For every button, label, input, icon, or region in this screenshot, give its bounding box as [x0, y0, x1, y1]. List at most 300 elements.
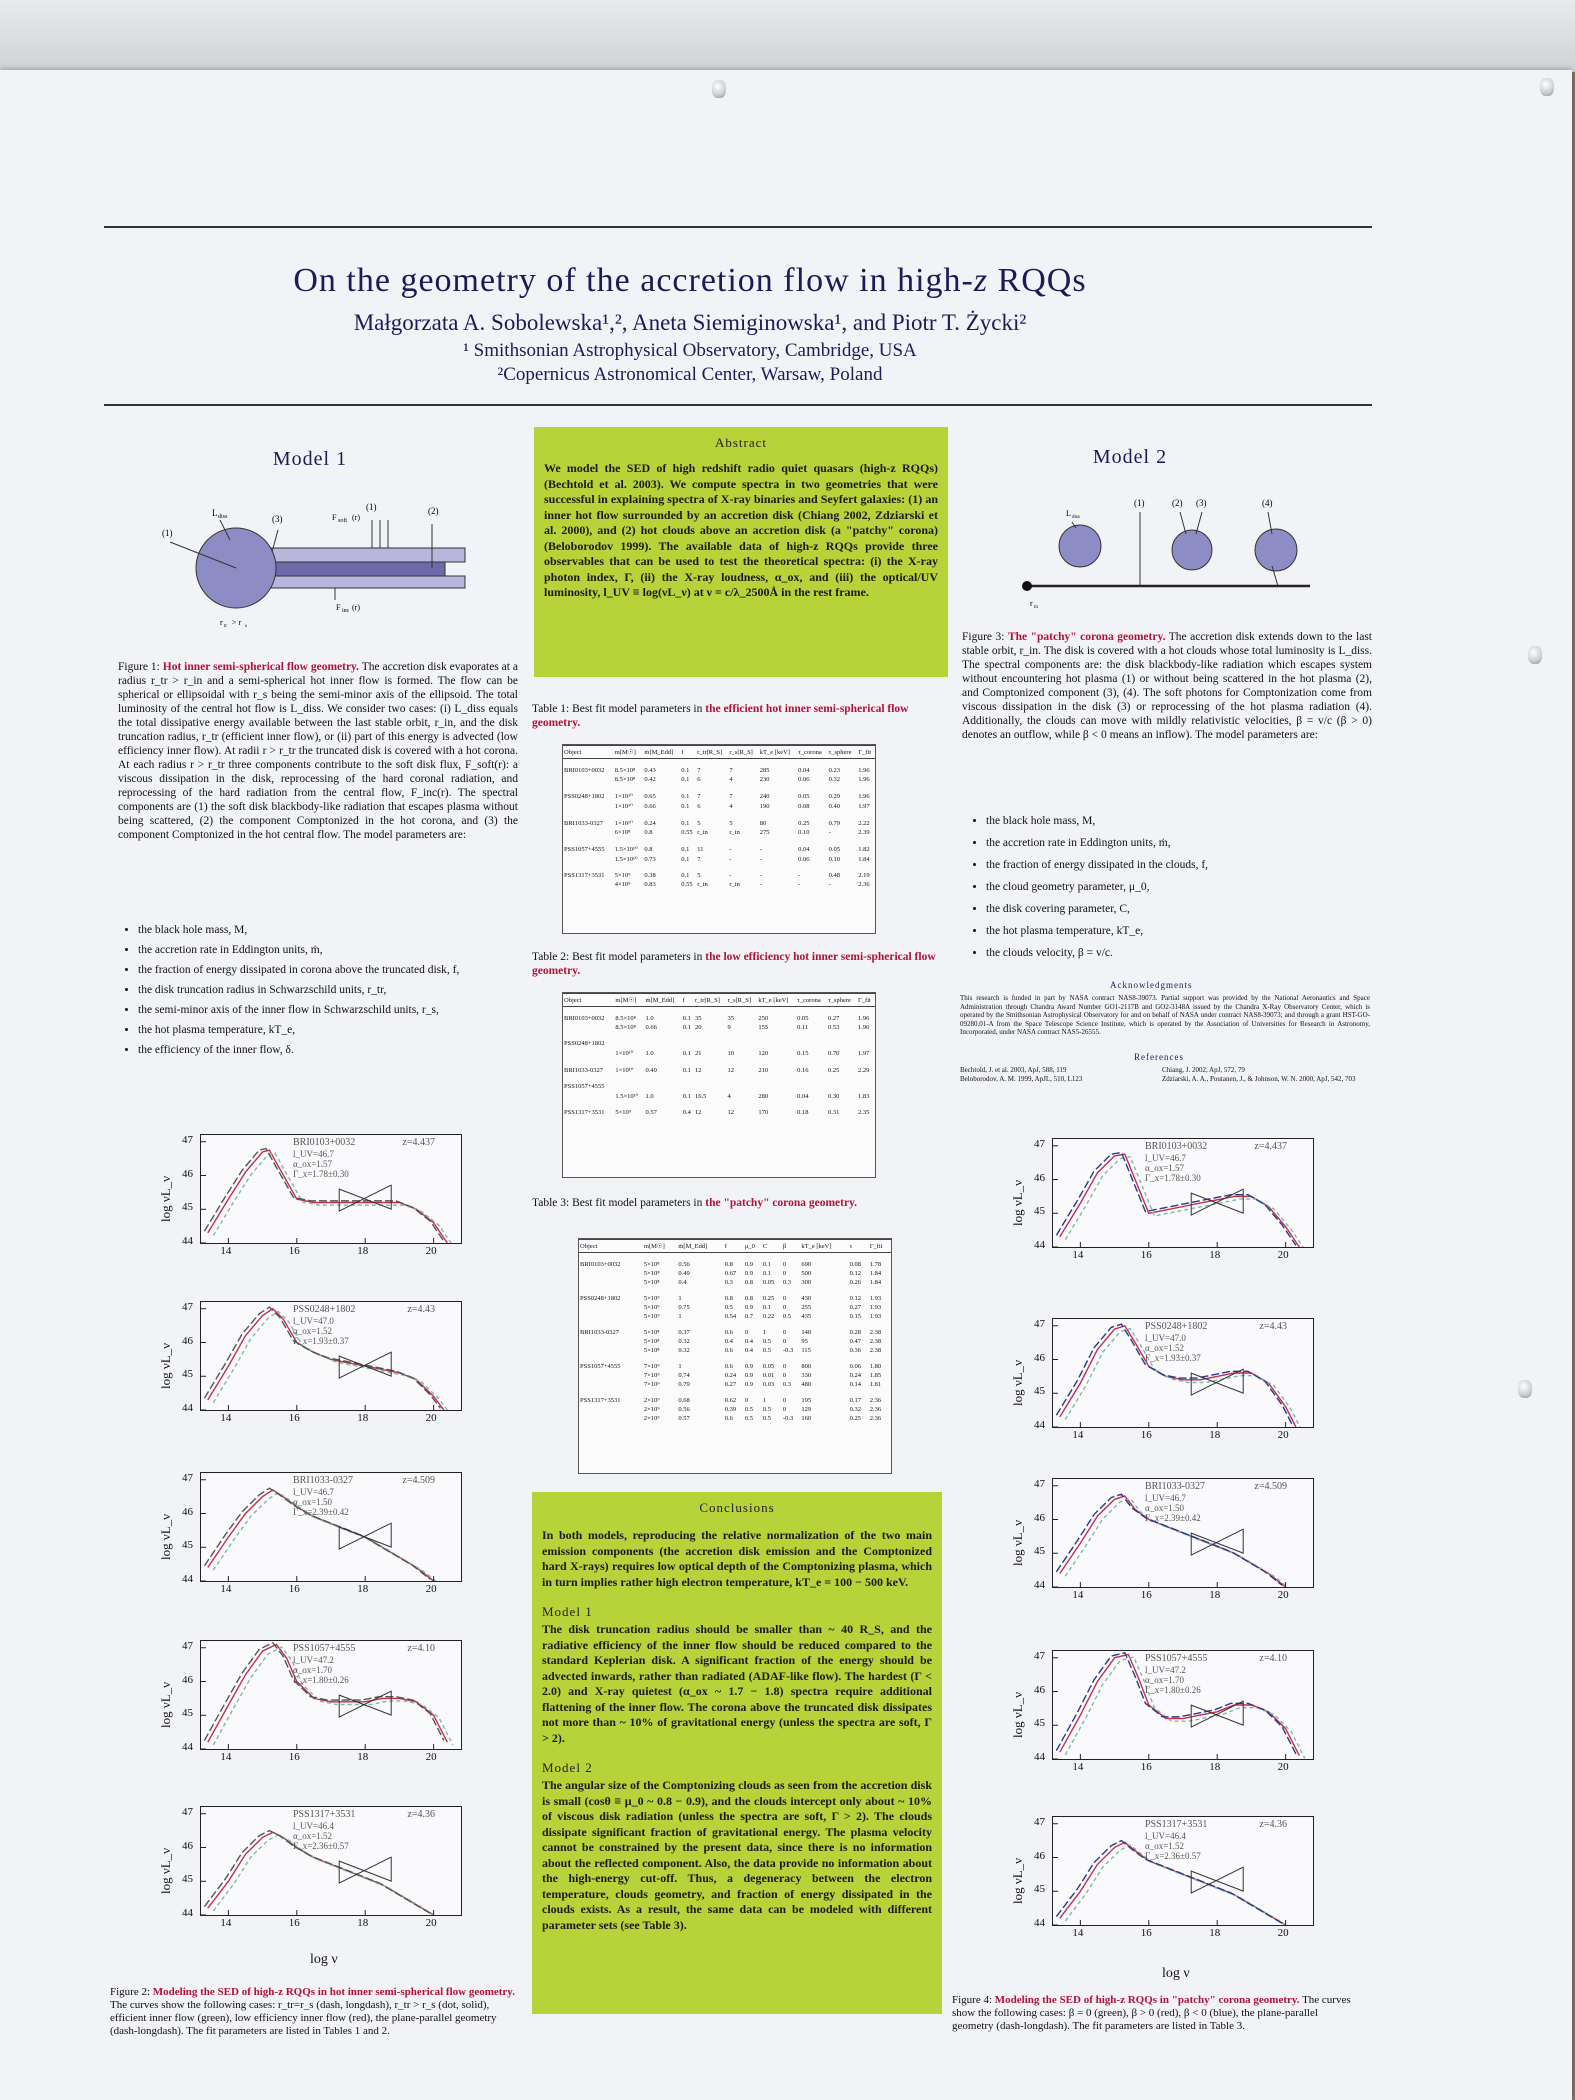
table-cell: 0.4 [682, 1109, 691, 1116]
table-cell: 1 [678, 1363, 682, 1370]
table-cell [857, 1032, 875, 1048]
sed-plot-fig2-0 [200, 1134, 462, 1244]
table-cell: 1.97 [858, 1049, 870, 1057]
table-header-cell: Object [579, 1240, 643, 1253]
figure1-caption: Figure 1: Hot inner semi-spherical flow geometry. The accretion disk evaporates at a radius r_tr > r_in and a semi-spherical hot inner flow is formed. The flow can be spherical or ellipsoidal with r_s being the semi-minor axis of the ellipsoid. The total luminosity of the central hot flow is L_diss. We consider two cases: (i) L_diss equals the total dissipative energy available between the last stable orbit, r_in, and the disk truncation radius, r_tr (efficient inner flow), or (ii) part of this energy is advected (low efficiency inner flow). At radii r > r_tr the truncated disk is covered with a hot corona. At each radius r > r_tr three components contribute to the soft disk flux, F_soft(r): a viscous dissipation in the disk, reprocessing of the hard coronal radiation, and reprocessing of the hard radiation from the central flow, F_inc(r). The spectral components are (1) the soft disk blackbody-like radiation that escapes plasma without being scattered, (2) the component Comptonized in the hot corona, and (3) the component Comptonized in the hot central flow. The model parameters are: [118, 661, 518, 841]
x-tick-label: 14 [220, 1917, 232, 1929]
table-cell [827, 1032, 857, 1048]
table-cell [579, 1414, 643, 1423]
table-cell: 0.8 [744, 1279, 753, 1286]
table-cell: 0.5 [744, 1415, 753, 1422]
list-item: • the hot plasma temperature, kT_e, [138, 1020, 538, 1040]
table-cell [563, 854, 614, 864]
table-cell: 0.67 [724, 1270, 737, 1277]
table-header-cell: Object [563, 746, 614, 759]
table-cell: 0.5 [762, 1338, 771, 1345]
sed-plot-fig2-3 [200, 1640, 462, 1750]
table-cell: 0 [782, 1397, 787, 1404]
table-cell [614, 1032, 644, 1048]
x-tick-label: 20 [425, 1245, 437, 1257]
table-cell: 0 [782, 1295, 787, 1302]
y-tick-label: 44 [1034, 1579, 1045, 1591]
table-cell: 0.48 [828, 872, 841, 879]
y-tick-label: 44 [182, 1235, 193, 1247]
reference-item: Chiang, J. 2002, ApJ, 572, 79 [1162, 1066, 1245, 1074]
table-cell: - [729, 855, 732, 863]
table-cell: 120 [758, 1049, 769, 1057]
xray-bowtie [1191, 1701, 1243, 1727]
y-axis-label: log νL_ν [158, 1513, 173, 1560]
table-row [579, 1337, 891, 1346]
table-header-cell: ṁ[M_Edd] [643, 746, 680, 759]
list-item: • the accretion rate in Eddington units, ṁ, [138, 940, 538, 960]
plot-fit-param: α_ox=1.57 [293, 1159, 333, 1169]
table-cell: PSS1317+3531 [564, 872, 605, 879]
plot-redshift: z=4.36 [407, 1809, 435, 1820]
conclusions-model2-text: The angular size of the Comptonizing clouds as seen from the accretion disk is small (cosθ ≡ μ_0 ~ 0.8 − 0.9), and the clouds intercept only about ~ 10% of viscous disk radiation (unless the spectra are soft, Γ > 2). The clouds dissipate significant fraction of gravitational energy. The plasma velocity cannot be constrained by the present data, since there is no information about the reflected component. Also, the data provide no information about the high-energy cut-off. Thus, a degeneracy between the electron temperature, clouds geometry, and fraction of energy dissipated in the clouds exists. As a result, the same data can be modeled with different parameter sets (see Table 3). [542, 1778, 932, 1932]
plot-redshift: z=4.437 [1254, 1141, 1287, 1152]
table-cell: 5 [729, 819, 733, 827]
plot-redshift: z=4.36 [1259, 1819, 1287, 1830]
table-cell: 0.40 [828, 802, 841, 810]
abstract-box [534, 427, 948, 677]
table-cell: 1.97 [858, 802, 870, 810]
references-heading: References [1134, 1052, 1184, 1062]
conclusions-model1-heading: Model 1 [542, 1604, 593, 1619]
table-cell: 7 [729, 792, 733, 800]
table-cell: 2.36 [869, 1406, 882, 1413]
table-row [579, 1269, 891, 1278]
table-header-cell: Γ_fit [857, 746, 875, 759]
x-tick-label: 14 [220, 1751, 232, 1763]
table-cell: 0.1 [681, 855, 690, 863]
plot-fit-params [293, 1655, 349, 1685]
table-cell: 12 [695, 1109, 702, 1116]
table-row [563, 775, 875, 784]
list-item: • the disk covering parameter, C, [986, 898, 1386, 920]
table-cell: 5×10⁹ [614, 872, 631, 879]
table-row [563, 1032, 875, 1048]
sed-plot-fig4-4 [1052, 1816, 1314, 1926]
x-tick-label: 16 [288, 1245, 300, 1257]
plot-redshift: z=4.509 [1254, 1481, 1287, 1492]
table-header-cell: r_s[R_S] [728, 746, 758, 759]
table-cell: 129 [801, 1406, 812, 1413]
table-cell: r_in [697, 881, 708, 888]
plot-fit-param: l_UV=47.0 [293, 1316, 334, 1326]
table-row [563, 864, 875, 880]
table-row [563, 828, 875, 837]
reference-item: Beloborodov, A. M. 1999, ApJL, 510, L123 [960, 1075, 1083, 1083]
table-cell [579, 1380, 643, 1389]
table-cell: r_in [697, 829, 708, 836]
table-header-cell: kT_e [keV] [759, 746, 797, 759]
table-row [579, 1355, 891, 1371]
table-cell: 0.56 [678, 1406, 690, 1413]
table-cell: 1.93 [869, 1313, 882, 1320]
table-header-cell: Γ_fit [869, 1240, 891, 1253]
x-tick-label: 18 [357, 1245, 369, 1257]
table-cell: 0 [782, 1372, 787, 1379]
pushpin-icon [712, 80, 726, 98]
table-cell: 1.5×10¹⁰ [615, 1093, 639, 1100]
table-cell: 0.01 [762, 1372, 775, 1379]
table-cell [727, 1032, 758, 1048]
x-tick-label: 18 [357, 1917, 369, 1929]
plot-fit-param: Γ_x=1.78±0.30 [1145, 1173, 1201, 1183]
table-cell: 1 [762, 1329, 767, 1336]
table-row [563, 837, 875, 854]
xray-bowtie [339, 1352, 391, 1378]
table-cell: 0.12 [849, 1270, 861, 1277]
table-row [579, 1321, 891, 1337]
y-tick-label: 45 [1034, 1205, 1045, 1218]
table-cell: 2.22 [858, 819, 870, 827]
table-cell: BRI1033-0327 [564, 1066, 603, 1074]
abstract-text: We model the SED of high redshift radio quiet quasars (high-z RQQs) (Bechtold et al. 2003). We compute spectra in two geometries that were successful in explaining spectra of X-ray binaries and Seyfert galaxies: (1) an inner hot flow surrounded by an accretion disk (Chiang 2002, Zdziarski et al. 2000), and (2) hot clouds above an accretion disk (a "patchy" corona) (Beloborodov 1999). The available data of high-z RQQs provide three observables that can be used to test the theoretical spectra: (i) the X-ray photon index, Γ, (ii) the X-ray loudness, α_ox, and (iii) the optical/UV luminosity, l_UV ≡ log(νL_ν) at ν = c/λ_2500Å in the rest frame. [544, 461, 938, 599]
table-cell: 0.08 [798, 802, 810, 810]
table-cell: 0.49 [678, 1270, 690, 1277]
table-cell: BRI0103+0032 [564, 1015, 605, 1022]
x-tick-label: 18 [357, 1583, 369, 1595]
figure3-caption: Figure 3: The "patchy" corona geometry. The accretion disk extends down to the last stable orbit, r_in. The disk is covered with a hot clouds whose total luminosity is L_diss. The spectral components are: the disk blackbody-like radiation which escapes system without encountering hot plasma (1) or without being scattered in the hot plasma (2), and Comptonized component (3), (4). The soft photons for Comptonization come from viscous dissipation in the disk (3) or reprocessing of the hot plasma radiation (4). Additionally, the clouds can move with mildly relativistic velocities, β = v/c (β > 0) denotes an outflow, while β < 0 means an inflow). The model parameters are: [962, 631, 1372, 741]
table-cell: r_in [729, 881, 740, 888]
table-cell: PSS0248+1802 [564, 1040, 605, 1047]
table-cell: 0 [782, 1406, 787, 1413]
plot-fit-param: α_ox=1.52 [1145, 1343, 1185, 1353]
pushpin-icon [1518, 1380, 1532, 1398]
plot-redshift: z=4.43 [407, 1304, 435, 1315]
table-cell: 285 [759, 767, 770, 774]
table-cell: 0.05 [762, 1279, 775, 1286]
table-cell: 0.26 [849, 1279, 861, 1286]
wall-background [0, 0, 1575, 72]
poster-title: On the geometry of the accretion flow in high-z RQQs [293, 262, 1087, 299]
table-cell: 16.5 [695, 1092, 707, 1100]
table-cell: 2×10⁹ [643, 1415, 660, 1422]
x-tick-label: 14 [1072, 1429, 1084, 1441]
table-cell: 8.5×10⁸ [614, 767, 636, 774]
table1 [562, 744, 876, 934]
plot-redshift: z=4.10 [407, 1643, 435, 1654]
table-cell: 115 [801, 1347, 811, 1354]
plot-fit-param: α_ox=1.70 [1145, 1675, 1185, 1685]
table-cell: 0.24 [644, 819, 656, 827]
table-cell: 0.22 [762, 1313, 775, 1320]
table-row [563, 784, 875, 801]
svg-text:r: r [220, 618, 223, 627]
table-row [579, 1371, 891, 1380]
table-cell: 1.5×10¹⁰ [614, 846, 638, 853]
plot-object-name: PSS0248+1802 [293, 1304, 356, 1315]
conclusions-box [532, 1492, 942, 2014]
table-cell: 5×10⁸ [643, 1270, 660, 1277]
table2 [562, 992, 876, 1178]
table-cell: 0.04 [797, 1092, 809, 1100]
plot-fit-param: α_ox=1.50 [1145, 1503, 1185, 1513]
table2-caption: Table 2: Best fit model parameters in the low efficiency hot inner semi-spherical flow geometry. [532, 951, 936, 977]
table-cell: 0.27 [724, 1381, 737, 1388]
x-tick-label: 16 [1140, 1249, 1152, 1261]
table-cell: 0.32 [678, 1347, 690, 1354]
svg-text:(2): (2) [428, 506, 439, 516]
table-row [563, 1007, 875, 1024]
table-cell: 0.6 [724, 1363, 733, 1370]
x-axis-label: log ν [310, 1952, 338, 1967]
table-cell: 1.82 [858, 845, 870, 853]
x-tick-label: 14 [220, 1412, 232, 1424]
xray-bowtie [339, 1523, 391, 1549]
table-cell: 0.1 [762, 1261, 771, 1268]
table-cell: 0.15 [797, 1049, 809, 1057]
table-cell: 1.0 [645, 1049, 654, 1057]
table-row [563, 1091, 875, 1101]
table-cell: 0.9 [744, 1270, 753, 1277]
table-cell: 5×10⁹ [643, 1304, 660, 1311]
table-cell: PSS1317+3531 [580, 1397, 621, 1404]
table-cell: 0.39 [724, 1406, 737, 1413]
table-cell: 0 [782, 1329, 787, 1336]
plot-fit-param: Γ_x=1.93±0.37 [1145, 1353, 1201, 1363]
table-cell: 2.38 [869, 1329, 882, 1336]
table-cell: 210 [758, 1066, 769, 1074]
table-cell: 8.5×10⁸ [615, 1024, 636, 1031]
table-cell: 0.53 [828, 1024, 840, 1031]
svg-text:(3): (3) [272, 514, 283, 524]
table-cell: 250 [758, 1015, 769, 1022]
x-tick-label: 16 [288, 1583, 300, 1595]
table-cell: 0.79 [828, 819, 841, 827]
table-cell: 0.75 [678, 1304, 690, 1311]
table-cell: 0.9 [744, 1363, 753, 1370]
y-axis-label: log νL_ν [1010, 1519, 1025, 1566]
table-cell: 7 [697, 855, 701, 863]
acknowledgments-heading: Acknowledgments [1110, 980, 1193, 990]
plot-object-name: PSS0248+1802 [1145, 1321, 1208, 1332]
table-cell [694, 1075, 727, 1091]
plot-fit-params [1145, 1665, 1201, 1695]
x-tick-label: 20 [425, 1751, 437, 1763]
table-cell: 1.96 [858, 792, 870, 800]
table-header-cell: r_tr[R_S] [696, 746, 728, 759]
pushpin-icon [1528, 646, 1542, 664]
svg-text:(2): (2) [1172, 498, 1183, 508]
y-tick-label: 45 [1034, 1385, 1045, 1398]
table-header-cell: τ [849, 1240, 869, 1253]
svg-text:diss: diss [1072, 515, 1080, 520]
table-row [563, 801, 875, 811]
table-cell: 0.30 [828, 1092, 840, 1100]
table-cell: 12 [727, 1066, 735, 1074]
y-tick-label: 47 [182, 1471, 193, 1484]
svg-text:L: L [1066, 509, 1071, 518]
table-cell: 0.25 [849, 1415, 861, 1422]
table-cell: 0.42 [644, 776, 656, 783]
plot-object-name: PSS1317+3531 [1145, 1819, 1208, 1830]
table-row [579, 1414, 891, 1423]
table-cell: 0.25 [798, 819, 810, 827]
table-header-cell: f [680, 746, 696, 759]
table-row [563, 854, 875, 864]
table-header-cell: τ_corona [796, 994, 827, 1007]
table-cell: 7×10⁹ [643, 1381, 660, 1388]
y-axis-label: log νL_ν [158, 1342, 173, 1389]
table-cell: BRI0103+0032 [564, 767, 605, 774]
table-cell: 0 [782, 1363, 787, 1370]
table-cell: 0.25 [828, 1066, 840, 1074]
table-cell: 0.1 [681, 776, 690, 783]
table-cell: 2.36 [869, 1415, 882, 1422]
table-cell: 0.1 [681, 819, 690, 827]
reference-item: Bechtold, J. et al. 2003, ApJ, 588, 119 [960, 1066, 1067, 1074]
table-cell: 0.5 [762, 1347, 771, 1354]
table-cell: 140 [801, 1329, 812, 1336]
table-header-cell: ṁ[M_Edd] [677, 1240, 723, 1253]
table-cell: 240 [759, 792, 770, 800]
plot-fit-param: α_ox=1.52 [293, 1326, 333, 1336]
table-cell: 5 [697, 819, 701, 827]
x-tick-label: 18 [1209, 1589, 1221, 1601]
plot-fit-param: l_UV=46.7 [1145, 1153, 1186, 1163]
table-cell: 0.5 [762, 1415, 771, 1422]
plot-fit-params [293, 1487, 349, 1517]
table-cell: 0 [744, 1329, 749, 1336]
table-cell: 95 [801, 1338, 808, 1345]
table-cell: 1 [678, 1313, 682, 1320]
svg-text:(r): (r) [352, 603, 360, 612]
table-cell: 6×10⁸ [614, 829, 631, 836]
plot-fit-params [1145, 1493, 1201, 1523]
table-cell: 2.36 [869, 1397, 882, 1404]
svg-text:F: F [336, 603, 341, 612]
table-cell: 0.12 [849, 1295, 861, 1302]
table-cell: 5×10⁸ [643, 1338, 660, 1345]
svg-text:(3): (3) [1196, 498, 1207, 508]
table-cell: 0.06 [798, 776, 810, 783]
svg-text:F: F [332, 513, 337, 522]
y-axis-label: log νL_ν [158, 1175, 173, 1222]
plot-fit-param: α_ox=1.70 [293, 1665, 333, 1675]
svg-text:diss: diss [218, 514, 228, 520]
x-tick-label: 20 [425, 1917, 437, 1929]
table-cell: 0.06 [798, 855, 810, 863]
list-item: • the fraction of energy dissipated in corona above the truncated disk, f, [138, 960, 538, 980]
table-cell [579, 1405, 643, 1414]
affiliation-2: ²Copernicus Astronomical Center, Warsaw, Poland [497, 364, 883, 385]
x-tick-label: 14 [1072, 1761, 1084, 1773]
table-header-cell: μ_0 [744, 1240, 762, 1253]
plot-fit-param: l_UV=46.4 [1145, 1831, 1186, 1841]
table-header-cell: kT_e [keV] [757, 994, 796, 1007]
y-tick-label: 46 [182, 1839, 193, 1852]
table-row [579, 1380, 891, 1389]
table-row [563, 1058, 875, 1075]
svg-text:(1): (1) [1134, 498, 1145, 508]
x-tick-label: 14 [220, 1245, 232, 1257]
table-cell: 0.70 [828, 1049, 840, 1057]
y-axis-label: log νL_ν [158, 1847, 173, 1894]
table-cell: 0.38 [644, 872, 656, 879]
table-cell: 195 [801, 1397, 812, 1404]
table-cell: 0.18 [797, 1109, 809, 1116]
table-cell: 0.83 [644, 881, 656, 888]
xray-bowtie [1191, 1529, 1243, 1555]
y-tick-label: 46 [182, 1167, 193, 1180]
y-axis-label: log νL_ν [1010, 1179, 1025, 1226]
svg-text:in: in [1034, 605, 1038, 610]
table-cell: 2.19 [858, 872, 870, 879]
table-cell: 0.4 [744, 1338, 753, 1345]
table-cell: 0.1 [681, 872, 690, 879]
x-tick-label: 18 [1209, 1927, 1221, 1939]
model2-geometry-diagram [1010, 494, 1340, 624]
plot-redshift: z=4.509 [402, 1475, 435, 1486]
table-cell: 2.39 [858, 829, 870, 836]
table-cell: 0.27 [849, 1304, 861, 1311]
conclusions-intro: In both models, reproducing the relative normalization of the two main emission components (the accretion disk emission and the Comptonized hard X-rays) requires low optical depth of the Comptonizing plasma, which in turn implies rather high electron temperature, kT_e = 100 − 500 keV. [542, 1528, 932, 1589]
y-tick-label: 46 [1034, 1351, 1045, 1364]
model2-params-list [968, 810, 1386, 964]
table-cell: 0.04 [798, 845, 810, 853]
table-header-cell: τ_sphere [827, 994, 857, 1007]
table-row [563, 811, 875, 828]
table-cell: 6 [697, 802, 701, 810]
y-tick-label: 47 [182, 1300, 193, 1313]
table-cell: 0.06 [849, 1363, 861, 1370]
table-cell: 0.8 [744, 1295, 753, 1302]
plot-fit-params [293, 1149, 349, 1179]
sed-plot-fig4-2 [1052, 1478, 1314, 1588]
table-cell: 230 [759, 776, 770, 783]
table-cell: 0 [782, 1304, 787, 1311]
svg-text:(1): (1) [366, 502, 377, 512]
table-cell: 0.9 [744, 1372, 753, 1379]
table-header-cell: m[M☉] [614, 994, 644, 1007]
svg-text:s: s [245, 624, 247, 629]
plot-fit-param: α_ox=1.52 [1145, 1841, 1185, 1851]
table-row [563, 1075, 875, 1091]
table-row [563, 1101, 875, 1117]
x-tick-label: 14 [1072, 1589, 1084, 1601]
table-cell: - [798, 881, 801, 888]
table-cell: 0.55 [681, 881, 693, 888]
table-cell [579, 1371, 643, 1380]
table-cell: 1×10¹⁰ [614, 820, 633, 827]
table-cell: 0.32 [828, 776, 841, 783]
y-tick-label: 47 [1034, 1649, 1045, 1662]
y-axis-label: log νL_ν [158, 1681, 173, 1728]
table-cell: 275 [759, 829, 770, 836]
list-item: • the accretion rate in Eddington units, ṁ, [986, 832, 1386, 854]
table-cell: 1.5×10¹⁰ [614, 856, 638, 863]
table-header-cell: β [782, 1240, 800, 1253]
list-item: • the black hole mass, M, [986, 810, 1386, 832]
x-tick-label: 20 [1277, 1761, 1289, 1773]
table-cell: 800 [801, 1363, 812, 1370]
plot-fit-params [1145, 1153, 1201, 1183]
model1-params-list [120, 920, 538, 1060]
table-cell: 5×10⁹ [615, 1109, 632, 1116]
table-cell: r_in [729, 829, 740, 836]
table-cell: 1 [762, 1397, 767, 1404]
x-tick-label: 20 [1277, 1249, 1289, 1261]
plot-redshift: z=4.43 [1259, 1321, 1287, 1332]
list-item: • the black hole mass, M, [138, 920, 538, 940]
plot-fit-param: Γ_x=2.39±0.42 [293, 1507, 349, 1517]
plot-fit-params [1145, 1831, 1201, 1861]
table-cell: 0.62 [724, 1397, 737, 1404]
table-row [579, 1278, 891, 1287]
